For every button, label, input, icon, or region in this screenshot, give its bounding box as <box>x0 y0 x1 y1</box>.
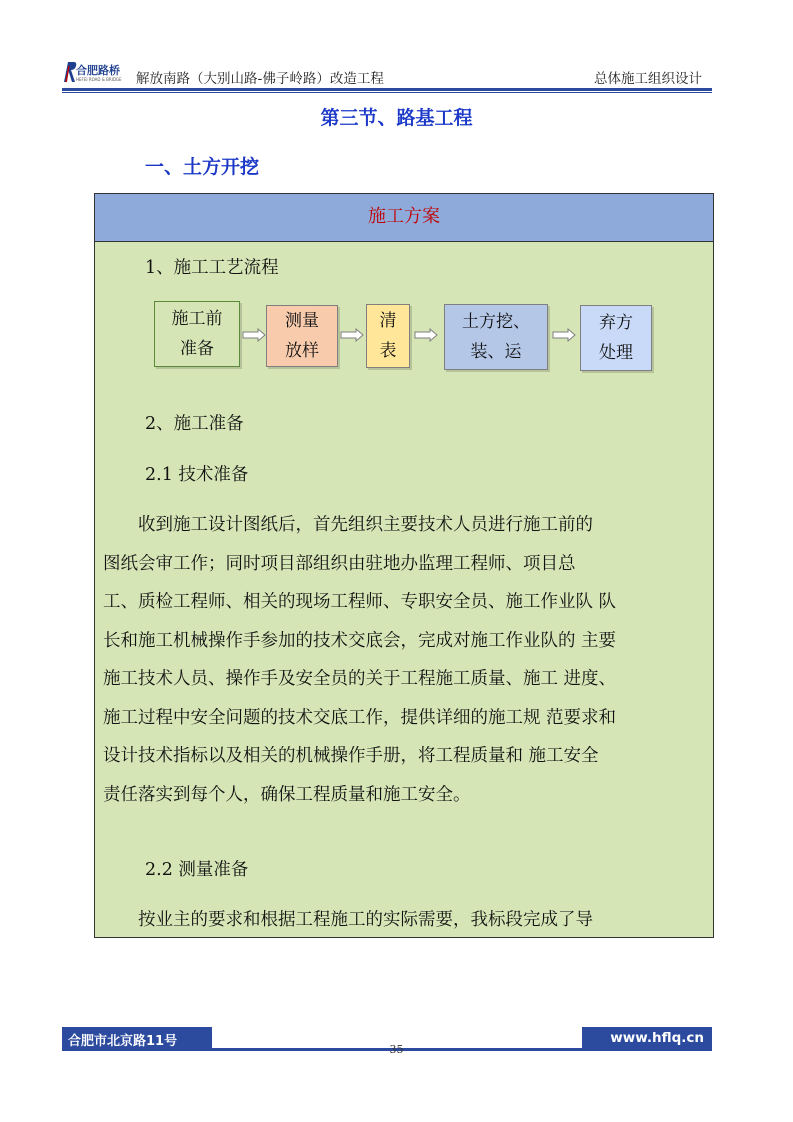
flow-arrow-icon <box>414 328 438 342</box>
header-divider <box>62 88 712 91</box>
logo-text: 合肥路桥 <box>76 64 120 77</box>
project-title: 解放南路（大别山路-佛子岭路）改造工程 <box>136 71 384 87</box>
step-2-heading: 2、施工准备 <box>145 414 244 434</box>
paragraph-line: 工、质检工程师、相关的现场工程师、专职安全员、施工作业队 队 <box>103 592 617 612</box>
paragraph-line: 施工技术人员、操作手及安全员的关于工程施工质量、施工 进度、 <box>103 669 617 689</box>
flow-node-line: 处理 <box>599 343 633 363</box>
flow-node-preparation <box>154 301 240 367</box>
page-header <box>62 58 712 90</box>
company-logo <box>62 60 126 88</box>
section-title: 第三节、路基工程 <box>320 107 473 129</box>
flow-node-line: 表 <box>379 341 397 361</box>
paragraph-line: 图纸会审工作；同时项目部组织由驻地办监理工程师、项目总 <box>103 553 576 574</box>
subsection-title: 一、土方开挖 <box>145 156 260 178</box>
logo-subtext: HEFEI ROAD & BRIDGE <box>76 77 122 82</box>
survey-paragraph-line: 按业主的要求和根据工程施工的实际需要，我标段完成了导 <box>103 910 593 930</box>
flow-arrow-icon <box>340 328 364 342</box>
flow-node-line: 弃方 <box>599 313 633 333</box>
page-number: 35 <box>389 1043 404 1056</box>
flow-node-line: 装、运 <box>470 342 522 362</box>
paragraph-line: 责任落实到每个人，确保工程质量和施工安全。 <box>103 784 471 805</box>
paragraph-line: 设计技术指标以及相关的机械操作手册，将工程质量和 施工安全 <box>103 746 599 766</box>
flow-node-line: 土方挖、 <box>462 312 530 332</box>
flow-node-line: 准备 <box>180 339 214 359</box>
flow-node-excavation <box>444 304 548 370</box>
flow-node-line: 施工前 <box>171 309 223 329</box>
technical-preparation-paragraph <box>103 506 709 814</box>
flow-node-line: 测量 <box>285 311 319 331</box>
document-title: 总体施工组织设计 <box>594 71 702 87</box>
step-2-2-heading: 2.2 测量准备 <box>145 860 249 880</box>
flow-node-disposal <box>580 305 652 371</box>
flow-node-survey <box>266 305 338 367</box>
header-divider-thin <box>62 92 712 93</box>
footer-address: 合肥市北京路11号 <box>68 1034 178 1049</box>
flow-node-line: 清 <box>379 311 397 331</box>
step-2-1-heading: 2.1 技术准备 <box>145 465 249 485</box>
paragraph-line: 长和施工机械操作手参加的技术交底会，完成对施工作业队的 主要 <box>103 630 617 651</box>
box-header: 施工方案 <box>95 194 713 242</box>
step-1-heading: 1、施工工艺流程 <box>145 258 279 278</box>
flow-node-clearing <box>366 304 410 368</box>
paragraph-line: 收到施工设计图纸后，首先组织主要技术人员进行施工前的 <box>103 515 593 535</box>
footer-website-link[interactable]: www.hflq.cn <box>610 1030 704 1046</box>
flow-arrow-icon <box>242 328 266 342</box>
flow-node-line: 放样 <box>285 341 319 361</box>
paragraph-line: 施工过程中安全问题的技术交底工作，提供详细的施工规 范要求和 <box>103 707 617 728</box>
flow-arrow-icon <box>552 328 576 342</box>
